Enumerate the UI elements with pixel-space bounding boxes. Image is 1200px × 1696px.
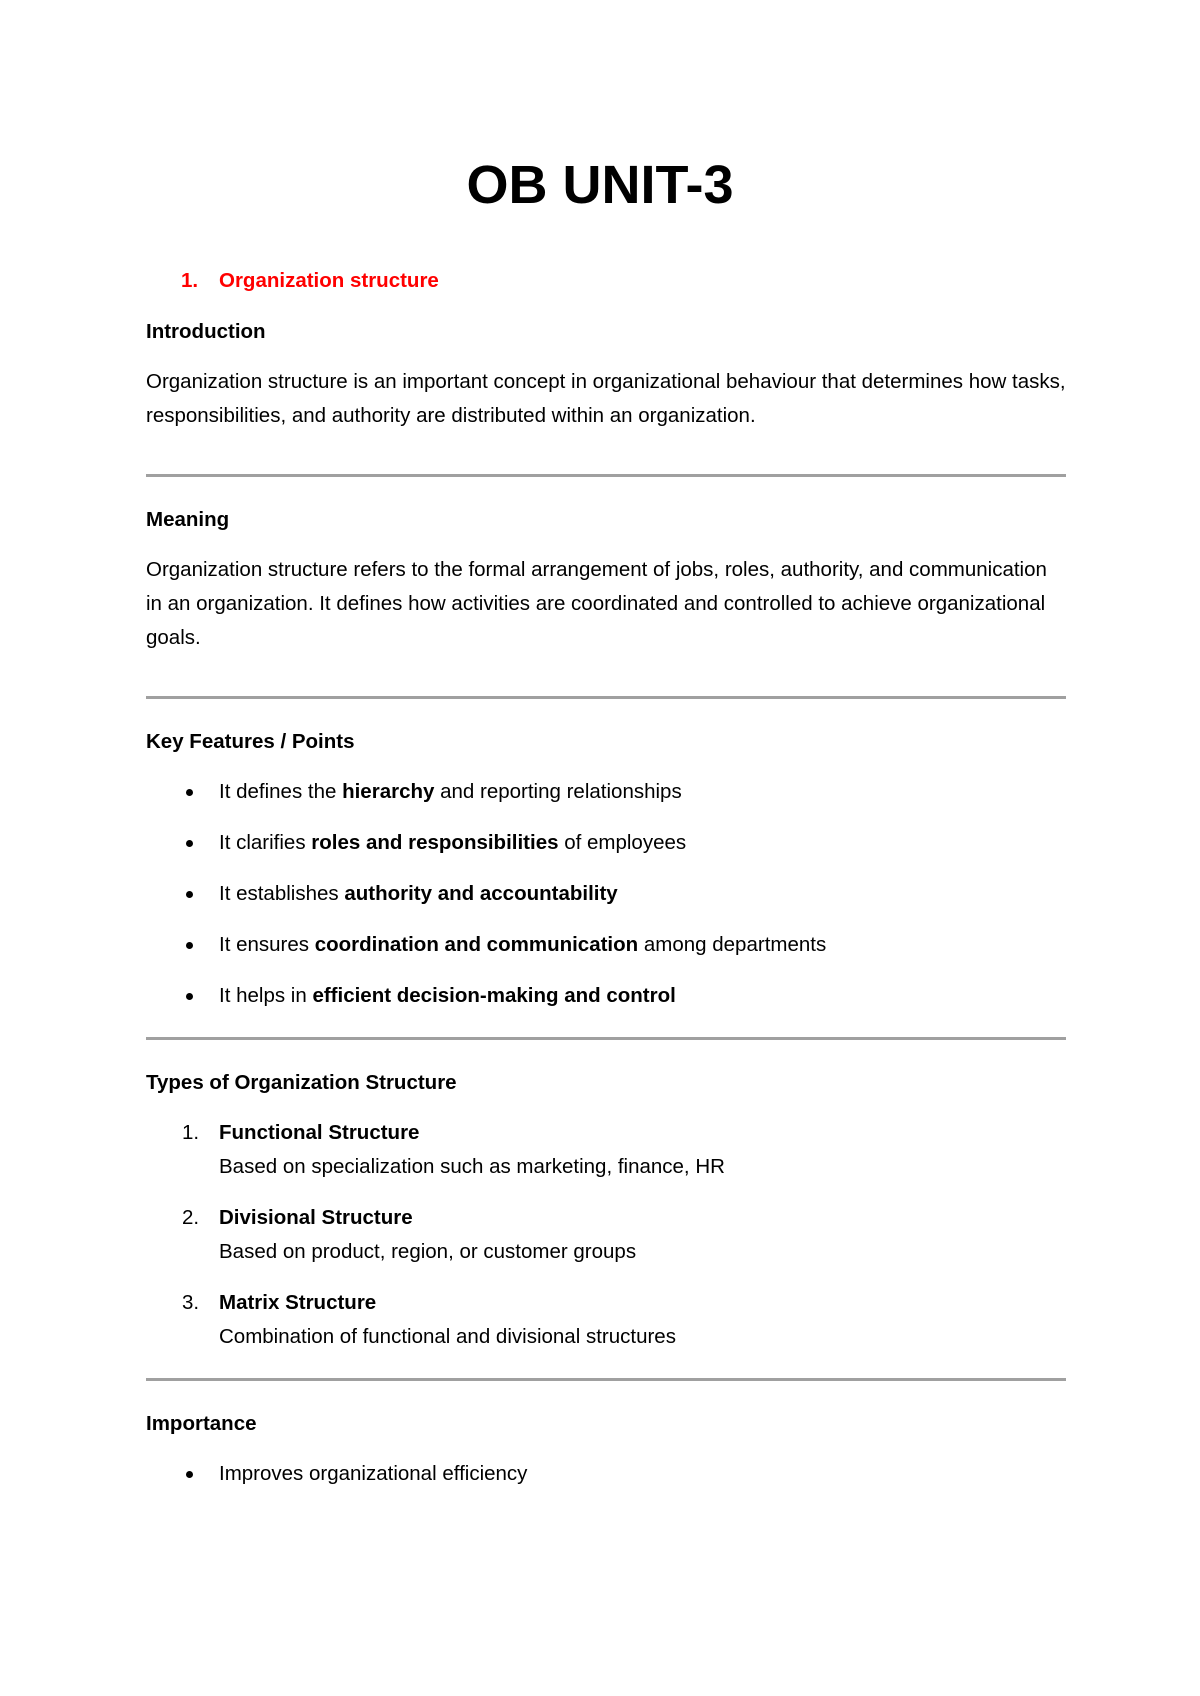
feature-text: and reporting relationships — [434, 780, 682, 803]
feature-text: It clarifies — [219, 831, 312, 854]
type-description: Based on product, region, or customer groups — [219, 1240, 637, 1263]
introduction-heading: Introduction — [146, 320, 266, 343]
importance-list — [146, 1457, 1066, 1491]
list-number: 2. — [182, 1206, 200, 1229]
bullet-icon — [186, 840, 193, 847]
section-number: 1. — [181, 269, 199, 292]
meaning-text: Organization structure refers to the formal arrangement of jobs, roles, authority, and communication in an organization. It defines how activities are coordinated and controlled to achieve organizational goals. — [146, 558, 1047, 649]
features-heading: Key Features / Points — [146, 730, 355, 753]
types-heading: Types of Organization Structure — [146, 1071, 457, 1094]
feature-bold-text: efficient decision-making and control — [312, 984, 676, 1007]
feature-bold-text: roles and responsibilities — [311, 831, 559, 854]
feature-bold-text: authority and accountability — [344, 882, 618, 905]
horizontal-rule — [146, 1037, 1066, 1040]
list-number: 3. — [182, 1291, 200, 1314]
bullet-icon — [186, 1471, 193, 1478]
bullet-icon — [186, 891, 193, 898]
page-title: OB UNIT-3 — [466, 155, 734, 215]
feature-text: It defines the — [219, 780, 343, 803]
horizontal-rule — [146, 474, 1066, 477]
document-body — [146, 264, 1066, 1508]
section-title: Organization structure — [219, 269, 439, 292]
list-item — [146, 826, 1066, 860]
horizontal-rule — [146, 1378, 1066, 1381]
list-item — [146, 1201, 1066, 1269]
importance-text: Improves organizational efficiency — [219, 1462, 528, 1485]
horizontal-rule — [146, 696, 1066, 699]
type-name: Divisional Structure — [219, 1206, 413, 1229]
type-description: Based on specialization such as marketing, finance, HR — [219, 1155, 725, 1178]
feature-text: among departments — [638, 933, 827, 956]
list-number: 1. — [182, 1121, 200, 1144]
bullet-icon — [186, 789, 193, 796]
type-name: Matrix Structure — [219, 1291, 377, 1314]
meaning-heading: Meaning — [146, 508, 230, 531]
bullet-icon — [186, 993, 193, 1000]
types-list — [146, 1116, 1066, 1354]
introduction-text: Organization structure is an important concept in organizational behaviour that determines how tasks, responsibilities, and authority are distributed within an organization. — [146, 370, 1066, 427]
type-description: Combination of functional and divisional structures — [219, 1325, 676, 1348]
feature-text: of employees — [558, 831, 687, 854]
list-item — [146, 1116, 1066, 1184]
feature-text: It ensures — [219, 933, 315, 956]
list-item — [146, 1457, 1066, 1491]
feature-bold-text: coordination and communication — [314, 933, 639, 956]
feature-bold-text: hierarchy — [342, 780, 435, 803]
feature-text: It establishes — [219, 882, 345, 905]
list-item — [146, 928, 1066, 962]
list-item — [146, 877, 1066, 911]
importance-heading: Importance — [146, 1412, 257, 1435]
type-name: Functional Structure — [219, 1121, 420, 1144]
section-heading — [181, 264, 1066, 298]
list-item — [146, 1286, 1066, 1354]
list-item — [146, 979, 1066, 1013]
bullet-icon — [186, 942, 193, 949]
features-list — [146, 775, 1066, 1013]
list-item — [146, 775, 1066, 809]
feature-text: It helps in — [219, 984, 313, 1007]
